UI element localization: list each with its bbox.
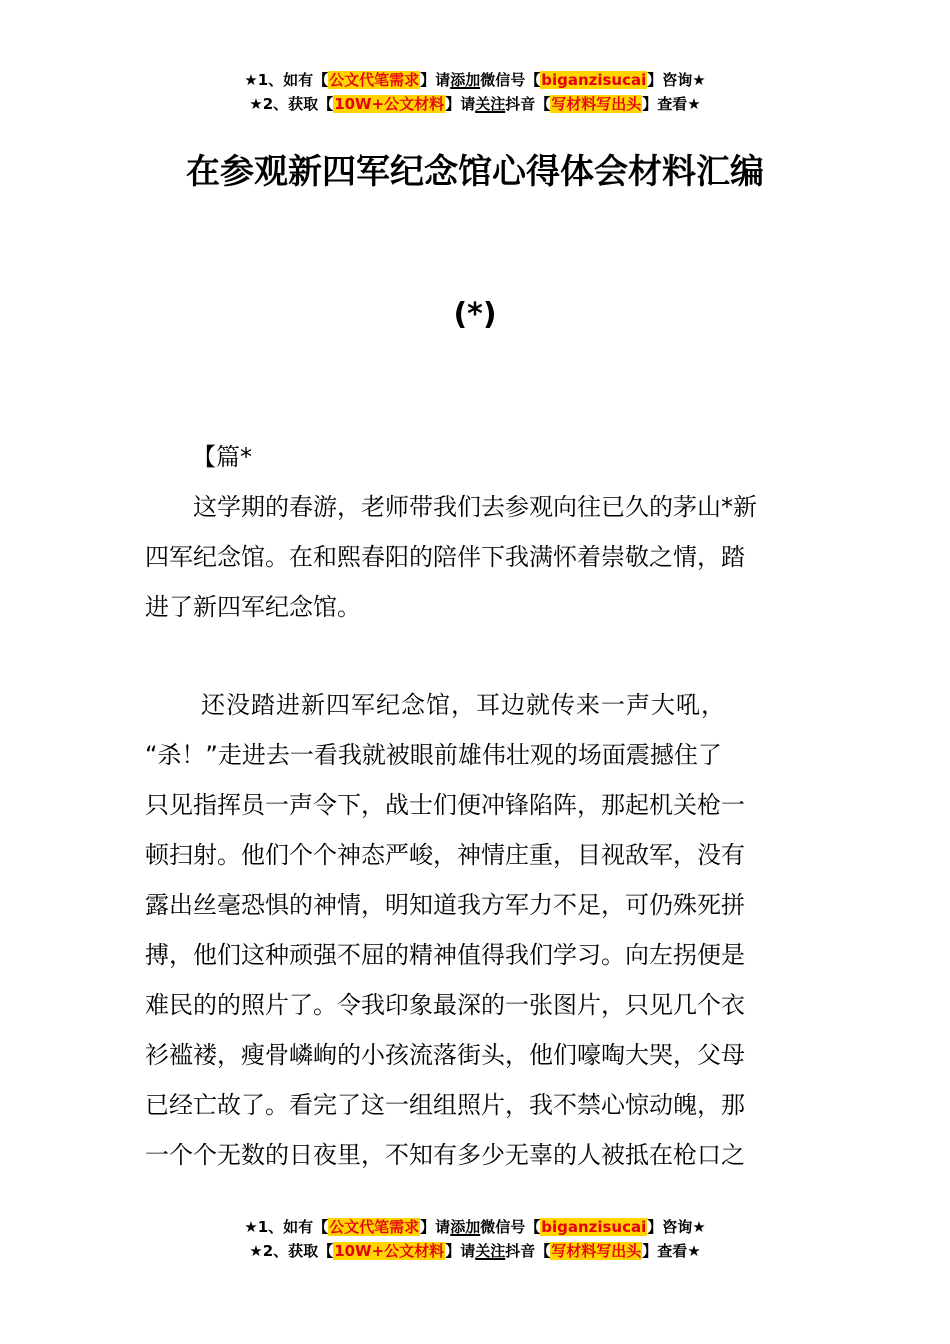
paragraph-line: “杀！”走进去一看我就被眼前雄伟壮观的场面震撼住了 [145,741,722,769]
paragraph-line: 搏，他们这种顽强不屈的精神值得我们学习。向左拐便是 [145,941,745,969]
promo-text: 】查看★ [642,95,701,113]
paragraph-line: 已经亡故了。看完了这一组组照片，我不禁心惊动魄，那 [145,1091,745,1119]
promo-underlined-text: 添加 [450,71,481,89]
paragraph-line: 难民的的照片了。令我印象最深的一张图片，只见几个衣 [145,991,745,1019]
promo-text: ★1、如有【 [244,1218,329,1236]
promo-text: 】咨询★ [647,71,706,89]
paragraph-line: 四军纪念馆。在和熙春阳的陪伴下我满怀着崇敬之情，踏 [145,543,745,571]
promo-text: 微信号【 [480,71,541,89]
promo-underlined-text: 添加 [450,1218,481,1236]
paragraph-1 [145,482,810,632]
promo-text: 】请 [420,71,451,89]
promo-text: 抖音【 [505,95,551,113]
paragraph-line: 进了新四军纪念馆。 [145,593,361,621]
paragraph-line: 顿扫射。他们个个神态严峻，神情庄重，目视敌军，没有 [145,841,745,869]
chapter-label: 【篇* [192,443,252,471]
document-title: 在参观新四军纪念馆心得体会材料汇编 [186,152,764,192]
bottom-promo-banner [0,1215,950,1263]
paragraph-2 [145,680,810,1180]
promo-text: 】查看★ [642,1242,701,1260]
promo-text: 】请 [445,1242,476,1260]
promo-line-2 [0,92,950,116]
top-promo-banner [0,68,950,116]
promo-highlight-wechat-id: biganzisucai [541,1218,647,1236]
promo-highlight: 10W+公文材料 [334,95,445,113]
promo-text: ★2、获取【 [249,1242,334,1260]
promo-highlight: 10W+公文材料 [334,1242,445,1260]
promo-highlight: 公文代笔需求 [329,1218,420,1236]
promo-highlight-wechat-id: biganzisucai [541,71,647,89]
promo-underlined-text: 关注 [475,1242,506,1260]
paragraph-line: 衫褴褛，瘦骨嶙峋的小孩流落街头，他们嚎啕大哭，父母 [145,1041,745,1069]
promo-text: 抖音【 [505,1242,551,1260]
promo-highlight: 公文代笔需求 [329,71,420,89]
paragraph-line: 这学期的春游，老师带我们去参观向往已久的茅山*新 [193,493,757,521]
promo-text: ★2、获取【 [249,95,334,113]
promo-text: 】请 [420,1218,451,1236]
promo-line-2 [0,1239,950,1263]
promo-highlight-douyin-id: 写材料写出头 [551,1242,642,1260]
promo-text: 】咨询★ [647,1218,706,1236]
promo-line-1 [0,68,950,92]
promo-line-1 [0,1215,950,1239]
document-subtitle: (*) [453,297,497,332]
paragraph-line: 一个个无数的日夜里，不知有多少无辜的人被抵在枪口之 [145,1141,745,1169]
paragraph-line: 露出丝毫恐惧的神情，明知道我方军力不足，可仍殊死拼 [145,891,745,919]
promo-text: ★1、如有【 [244,71,329,89]
promo-highlight-douyin-id: 写材料写出头 [551,95,642,113]
promo-text: 】请 [445,95,476,113]
promo-underlined-text: 关注 [475,95,506,113]
paragraph-line: 只见指挥员一声令下，战士们便冲锋陷阵，那起机关枪一 [145,791,745,819]
promo-text: 微信号【 [480,1218,541,1236]
paragraph-line: 还没踏进新四军纪念馆，耳边就传来一声大吼， [201,691,726,719]
